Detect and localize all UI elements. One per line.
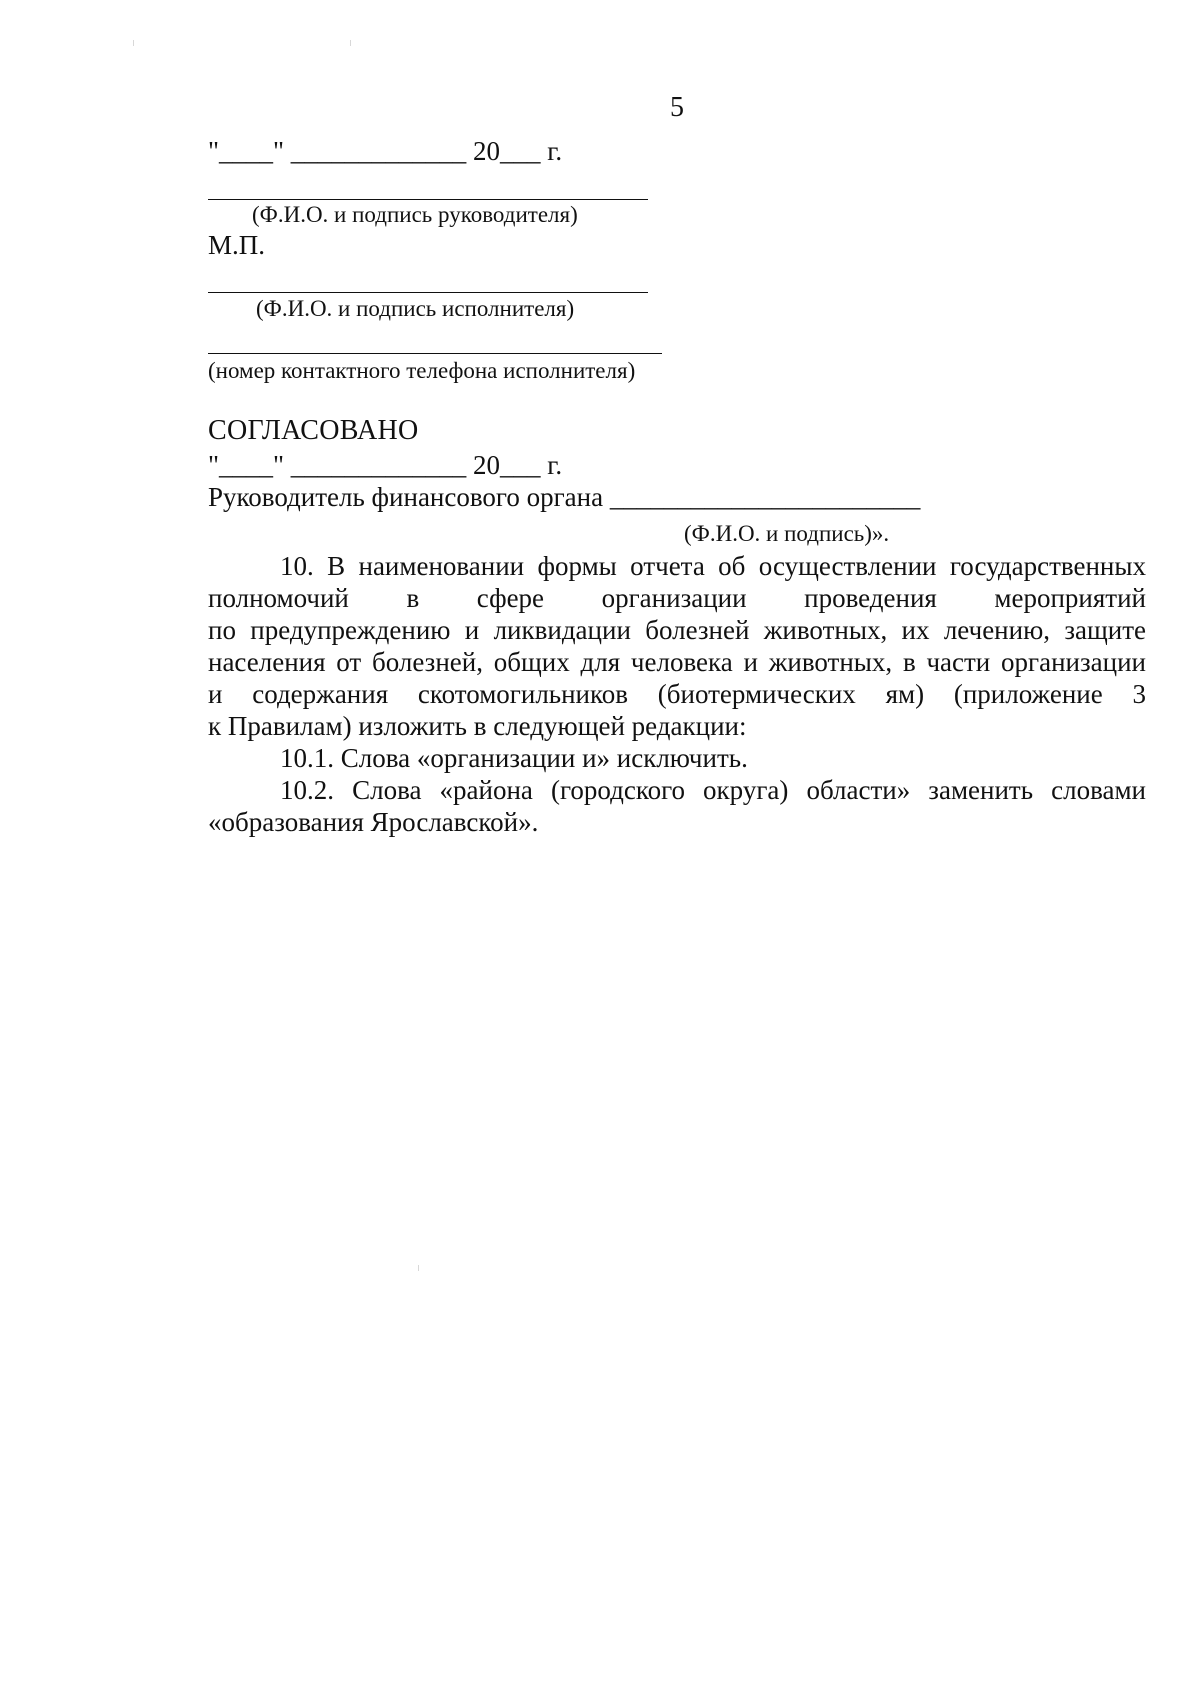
phone-caption: (номер контактного телефона исполнителя) <box>208 358 636 383</box>
date-line-head: "____" _____________ 20___ г. <box>208 136 563 166</box>
executor-signature-line <box>208 292 648 293</box>
item-10-line: к Правилам) изложить в следующей редакции: <box>208 711 747 741</box>
item-10-2-paragraph <box>208 774 1146 838</box>
phone-line <box>208 353 662 354</box>
item-10-1-text: 10.1. Слова «организации и» исключить. <box>280 743 748 773</box>
finance-head-label: Руководитель финансового органа <box>208 482 604 512</box>
item-10-line: и содержания скотомогильников (биотермических ям) (приложение 3 <box>208 679 1146 709</box>
page-number: 5 <box>670 92 684 123</box>
finance-head-line <box>208 482 920 513</box>
item-10-1-paragraph <box>208 742 1146 774</box>
item-10-line: по предупреждению и ликвидации болезней животных, их лечению, защите <box>208 615 1146 645</box>
finance-head-blank: _______________________ <box>609 482 921 512</box>
item-10-2-line: 10.2. Слова «района (городского округа) области» заменить словами <box>280 775 1146 805</box>
head-signature-caption: (Ф.И.О. и подпись руководителя) <box>252 202 578 227</box>
item-10-line: населения от болезней, общих для человека и животных, в части организации <box>208 647 1146 677</box>
item-10-2-line: «образования Ярославской». <box>208 807 539 837</box>
executor-signature-caption: (Ф.И.О. и подпись исполнителя) <box>256 296 575 321</box>
head-signature-line <box>208 199 648 200</box>
item-10-line: полномочий в сфере организации проведения мероприятий <box>208 583 1146 613</box>
scan-speck <box>350 40 351 46</box>
finance-head-caption: (Ф.И.О. и подпись)». <box>684 521 890 546</box>
item-10-line: 10. В наименовании формы отчета об осуществлении государственных <box>280 551 1146 581</box>
item-10-paragraph <box>208 550 1146 742</box>
scan-speck <box>133 40 134 46</box>
approval-heading: СОГЛАСОВАНО <box>208 415 419 446</box>
seal-label: М.П. <box>208 230 266 260</box>
date-line-approval: "____" _____________ 20___ г. <box>208 450 563 480</box>
scan-speck <box>418 1265 419 1271</box>
